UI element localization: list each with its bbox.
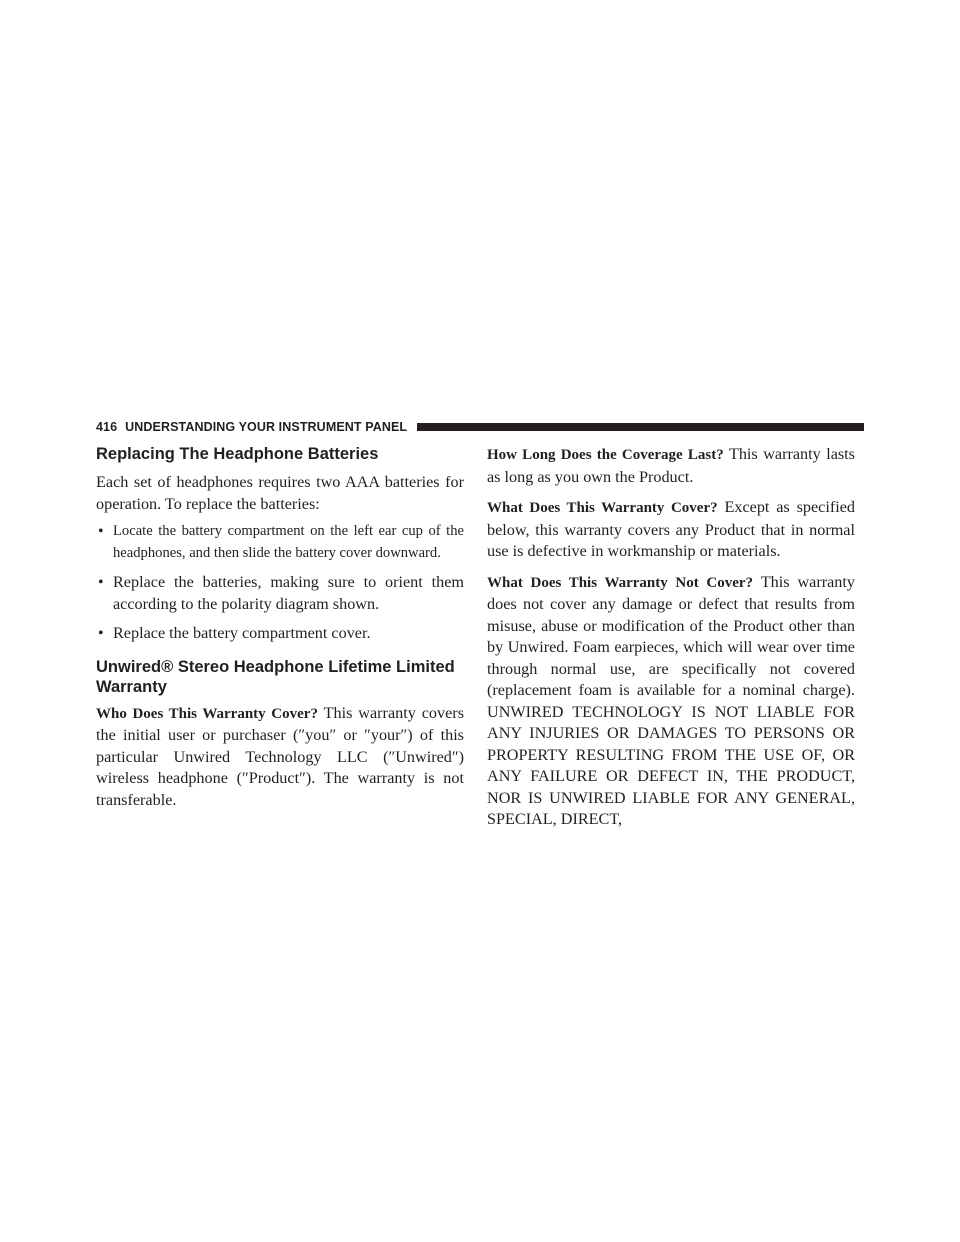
section-title: UNDERSTANDING YOUR INSTRUMENT PANEL — [125, 420, 408, 434]
coverage-label: What Does This Warranty Cover? — [487, 500, 718, 516]
who-covered-paragraph — [96, 703, 464, 812]
bullet-icon: • — [98, 625, 104, 642]
coverage-duration-label: How Long Does the Coverage Last? — [487, 447, 724, 463]
exclusions-text: This warranty does not cover any damage or defect that results from misuse, abuse or modification of the Product other than by Unwired. Foam earpieces, which will wear over time through normal use, are specifically not covered (replacement foam is available for a nominal charge). UNWIRED TECHNOLOGY IS NOT LIABLE FOR ANY INJURIES OR DAMAGES TO PERSONS OR PROPERTY RESULTING FROM THE USE OF, OR ANY FAILURE OR DEFECT IN, THE PRODUCT, NOR IS UNWIRED LIABLE FOR ANY GENERAL, SPECIAL, DIRECT, — [487, 572, 855, 828]
list-item-text: Replace the battery compartment cover. — [113, 624, 371, 642]
list-item — [96, 623, 464, 645]
list-item — [96, 572, 464, 615]
page-number: 416 — [96, 420, 118, 434]
exclusions-paragraph — [487, 572, 855, 831]
list-item-text: Locate the battery compartment on the left ear cup of the headphones, and then slide the battery cover downward. — [113, 523, 464, 561]
exclusions-label: What Does This Warranty Not Cover? — [487, 574, 754, 591]
right-column — [487, 444, 855, 831]
running-header — [96, 417, 864, 437]
coverage-paragraph — [487, 497, 855, 563]
left-column — [96, 444, 464, 819]
header-rule — [417, 423, 864, 431]
bullet-icon: • — [98, 523, 104, 540]
coverage-text: Except as specified below, this warranty covers any Product that in normal use is defective in workmanship or materials. — [487, 498, 856, 560]
batteries-intro: Each set of headphones requires two AAA batteries for operation. To replace the batteries: — [96, 473, 464, 513]
bullet-icon: • — [98, 574, 104, 591]
battery-steps-list — [96, 521, 464, 645]
batteries-heading: Replacing The Headphone Batteries — [96, 445, 379, 463]
coverage-duration-paragraph — [487, 444, 855, 488]
who-covered-label: Who Does This Warranty Cover? — [96, 705, 318, 722]
warranty-heading: Unwired® Stereo Headphone Lifetime Limited Warranty — [96, 657, 455, 696]
who-covered-text: This warranty covers the initial user or purchaser (″you″ or ″your″) of this particular Unwired Technology LLC (″Unwired″) wireless headphone (″Product″). The warranty is not transferable. — [96, 703, 464, 809]
coverage-duration-text: This warranty lasts as long as you own the Product. — [487, 445, 855, 486]
list-item-text: Replace the batteries, making sure to orient them according to the polarity diagram shown. — [113, 573, 464, 613]
list-item — [96, 521, 464, 564]
